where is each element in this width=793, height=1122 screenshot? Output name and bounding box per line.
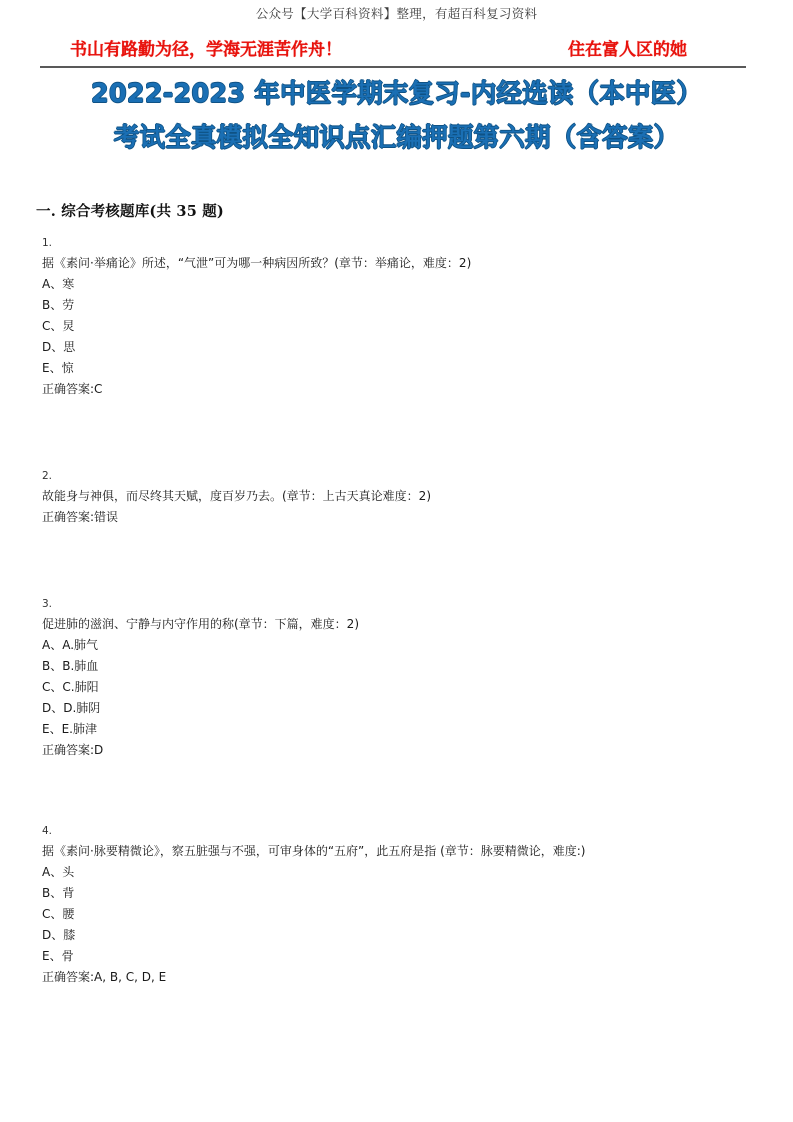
banner-slogan-right: 住在富人区的她 xyxy=(568,40,687,60)
option-item[interactable]: E、E.肺津 xyxy=(42,722,97,736)
correct-answer: 正确答案:C xyxy=(42,382,103,396)
question-number: 3. xyxy=(42,598,53,610)
title-line-1: 2022-2023 年中医学期末复习-内经选读（本中医） xyxy=(90,79,703,109)
option-item[interactable]: B、背 xyxy=(42,886,75,900)
question-stem: 据《素问·脉要精微论》，察五脏强与不强，可审身体的“五府”，此五府是指 (章节：脉要精微论，难度:) xyxy=(42,844,586,858)
title-line-2: 考试全真模拟全知识点汇编押题第六期（含答案） xyxy=(113,123,680,153)
option-item[interactable]: E、骨 xyxy=(42,949,74,963)
question-stem: 故能身与神俱，而尽终其天赋，度百岁乃去。(章节：上古天真论难度：2) xyxy=(42,489,432,503)
red-banner xyxy=(40,38,746,64)
option-item[interactable]: E、惊 xyxy=(42,361,74,375)
option-item[interactable]: D、思 xyxy=(42,340,76,354)
header-divider xyxy=(40,66,746,68)
question-block xyxy=(42,235,758,400)
option-list xyxy=(42,274,758,379)
question-block xyxy=(42,468,758,528)
option-item[interactable]: A、A.肺气 xyxy=(42,638,99,652)
option-item[interactable]: A、头 xyxy=(42,865,75,879)
option-item[interactable]: C、腰 xyxy=(42,907,75,921)
option-list xyxy=(42,862,758,967)
question-list xyxy=(42,235,758,1030)
option-list xyxy=(42,635,758,740)
option-item[interactable]: A、寒 xyxy=(42,277,75,291)
question-number: 4. xyxy=(42,825,53,837)
correct-answer: 正确答案:错误 xyxy=(42,510,119,524)
watermark-header: 公众号【大学百科资料】整理，有超百科复习资料 xyxy=(255,6,538,21)
question-block xyxy=(42,596,758,761)
option-item[interactable]: D、膝 xyxy=(42,928,76,942)
section-heading: 一. 综合考核题库(共 35 题) xyxy=(36,203,224,220)
correct-answer: 正确答案:A, B, C, D, E xyxy=(42,970,167,984)
question-number: 2. xyxy=(42,470,53,482)
question-block xyxy=(42,823,758,988)
banner-slogan-left: 书山有路勤为径，学海无涯苦作舟！ xyxy=(70,40,342,60)
question-stem: 据《素问·举痛论》所述，“气泄”可为哪一种病因所致？(章节：举痛论，难度：2) xyxy=(42,256,472,270)
option-item[interactable]: B、B.肺血 xyxy=(42,659,99,673)
document-title xyxy=(40,72,753,160)
question-number: 1. xyxy=(42,237,53,249)
option-item[interactable]: B、劳 xyxy=(42,298,75,312)
option-item[interactable]: C、C.肺阳 xyxy=(42,680,99,694)
correct-answer: 正确答案:D xyxy=(42,743,104,757)
option-item[interactable]: C、炅 xyxy=(42,319,75,333)
option-item[interactable]: D、D.肺阴 xyxy=(42,701,101,715)
question-stem: 促进肺的滋润、宁静与内守作用的称(章节：下篇，难度：2) xyxy=(42,617,360,631)
